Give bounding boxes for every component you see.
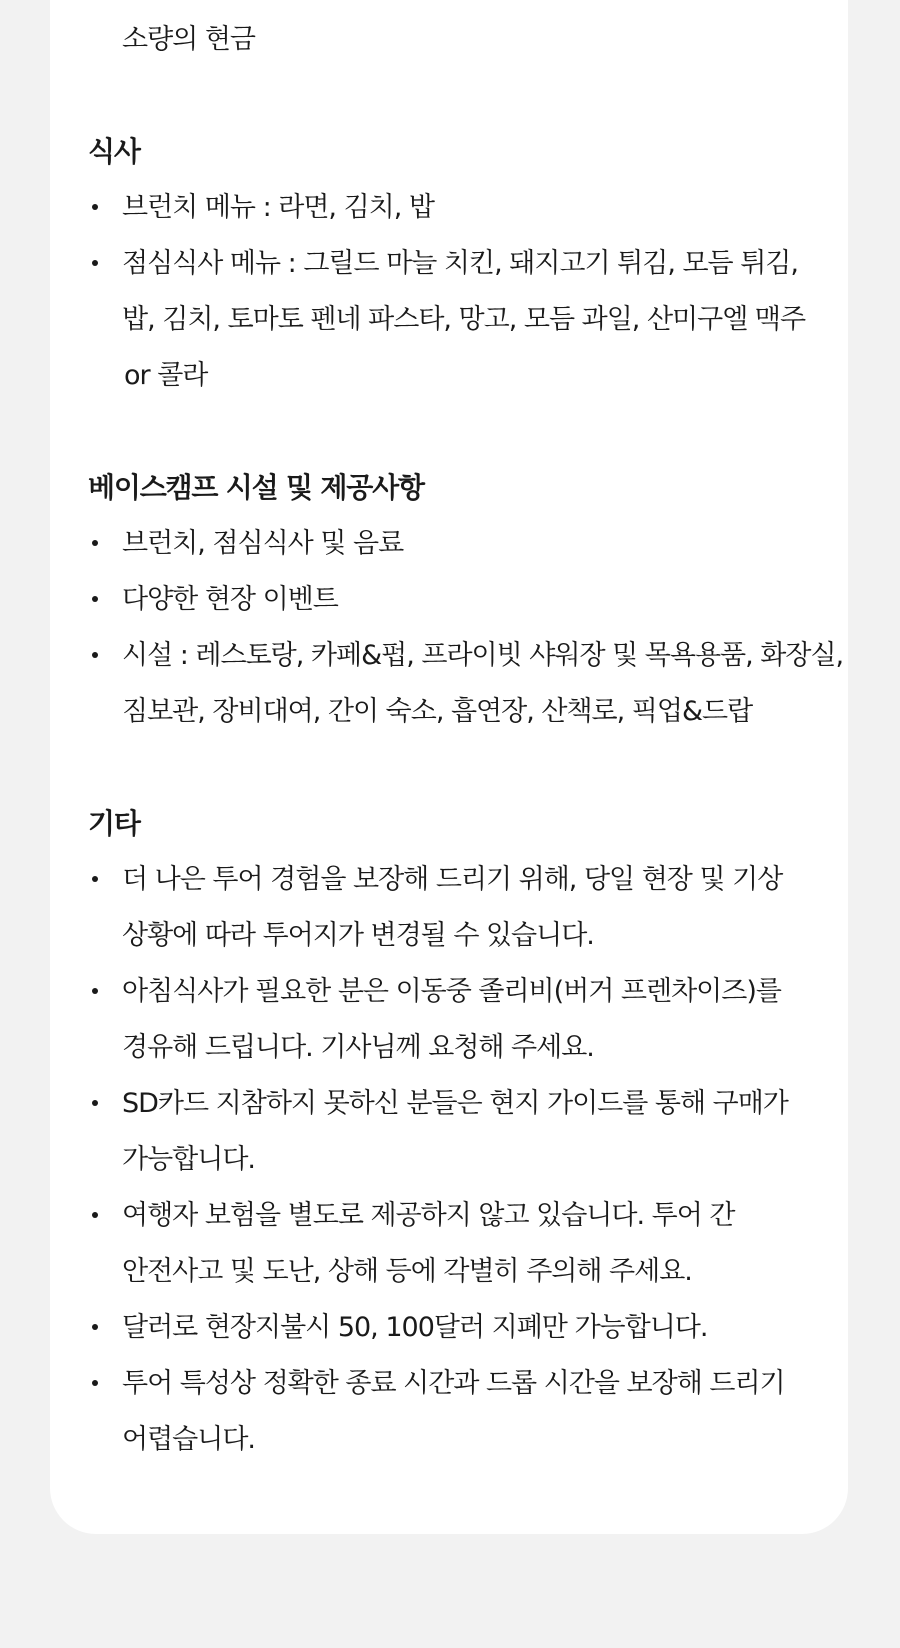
bullet-icon	[92, 988, 98, 994]
basecamp-title: 베이스캠프 시설 및 제공사항	[88, 471, 424, 504]
bullet-icon	[92, 596, 98, 602]
bullet-icon	[92, 1100, 98, 1106]
info-card	[50, 0, 848, 1534]
bullet-icon	[92, 204, 98, 210]
meals-title: 식사	[88, 135, 140, 168]
bullet-icon	[92, 1380, 98, 1386]
list-item: 아침식사가 필요한 분은 이동중 졸리비(버거 프렌차이즈)를 경유해 드립니다. 기사님께 요청해 주세요.	[88, 964, 828, 1076]
list-item: 브런치, 점심식사 및 음료	[88, 516, 828, 572]
list-item: 다양한 현장 이벤트	[88, 572, 828, 628]
list-item: 투어 특성상 정확한 종료 시간과 드롭 시간을 보장해 드리기 어렵습니다.	[88, 1356, 828, 1468]
bullet-icon	[92, 876, 98, 882]
bullet-icon	[92, 1324, 98, 1330]
etc-section	[88, 796, 828, 1468]
list-item: 점심식사 메뉴 : 그릴드 마늘 치킨, 돼지고기 튀김, 모듬 튀김, 밥, 김치, 토마토 펜네 파스타, 망고, 모듬 과일, 산미구엘 맥주 or 콜라	[88, 236, 828, 404]
basecamp-section	[88, 460, 844, 740]
bullet-icon	[92, 260, 98, 266]
etc-list	[88, 852, 828, 1468]
list-item: 달러로 현장지불시 50, 100달러 지폐만 가능합니다.	[88, 1300, 828, 1356]
list-item: SD카드 지참하지 못하신 분들은 현지 가이드를 통해 구매가 가능합니다.	[88, 1076, 828, 1188]
list-item: 브런치 메뉴 : 라면, 김치, 밥	[88, 180, 828, 236]
info-content	[88, 12, 844, 1468]
bullet-icon	[92, 1212, 98, 1218]
bullet-icon	[92, 540, 98, 546]
previous-item-continuation: 소량의 현금	[122, 24, 255, 55]
meals-section	[88, 124, 828, 404]
etc-title: 기타	[88, 807, 140, 840]
meals-list	[88, 180, 828, 404]
bullet-icon	[92, 652, 98, 658]
list-item: 여행자 보험을 별도로 제공하지 않고 있습니다. 투어 간 안전사고 및 도난, 상해 등에 각별히 주의해 주세요.	[88, 1188, 828, 1300]
basecamp-list	[88, 516, 844, 740]
list-item: 더 나은 투어 경험을 보장해 드리기 위해, 당일 현장 및 기상 상황에 따라 투어지가 변경될 수 있습니다.	[88, 852, 828, 964]
list-item: 시설 : 레스토랑, 카페&펍, 프라이빗 샤워장 및 목욕용품, 화장실, 짐보관, 장비대여, 간이 숙소, 흡연장, 산책로, 픽업&드랍	[88, 628, 828, 740]
